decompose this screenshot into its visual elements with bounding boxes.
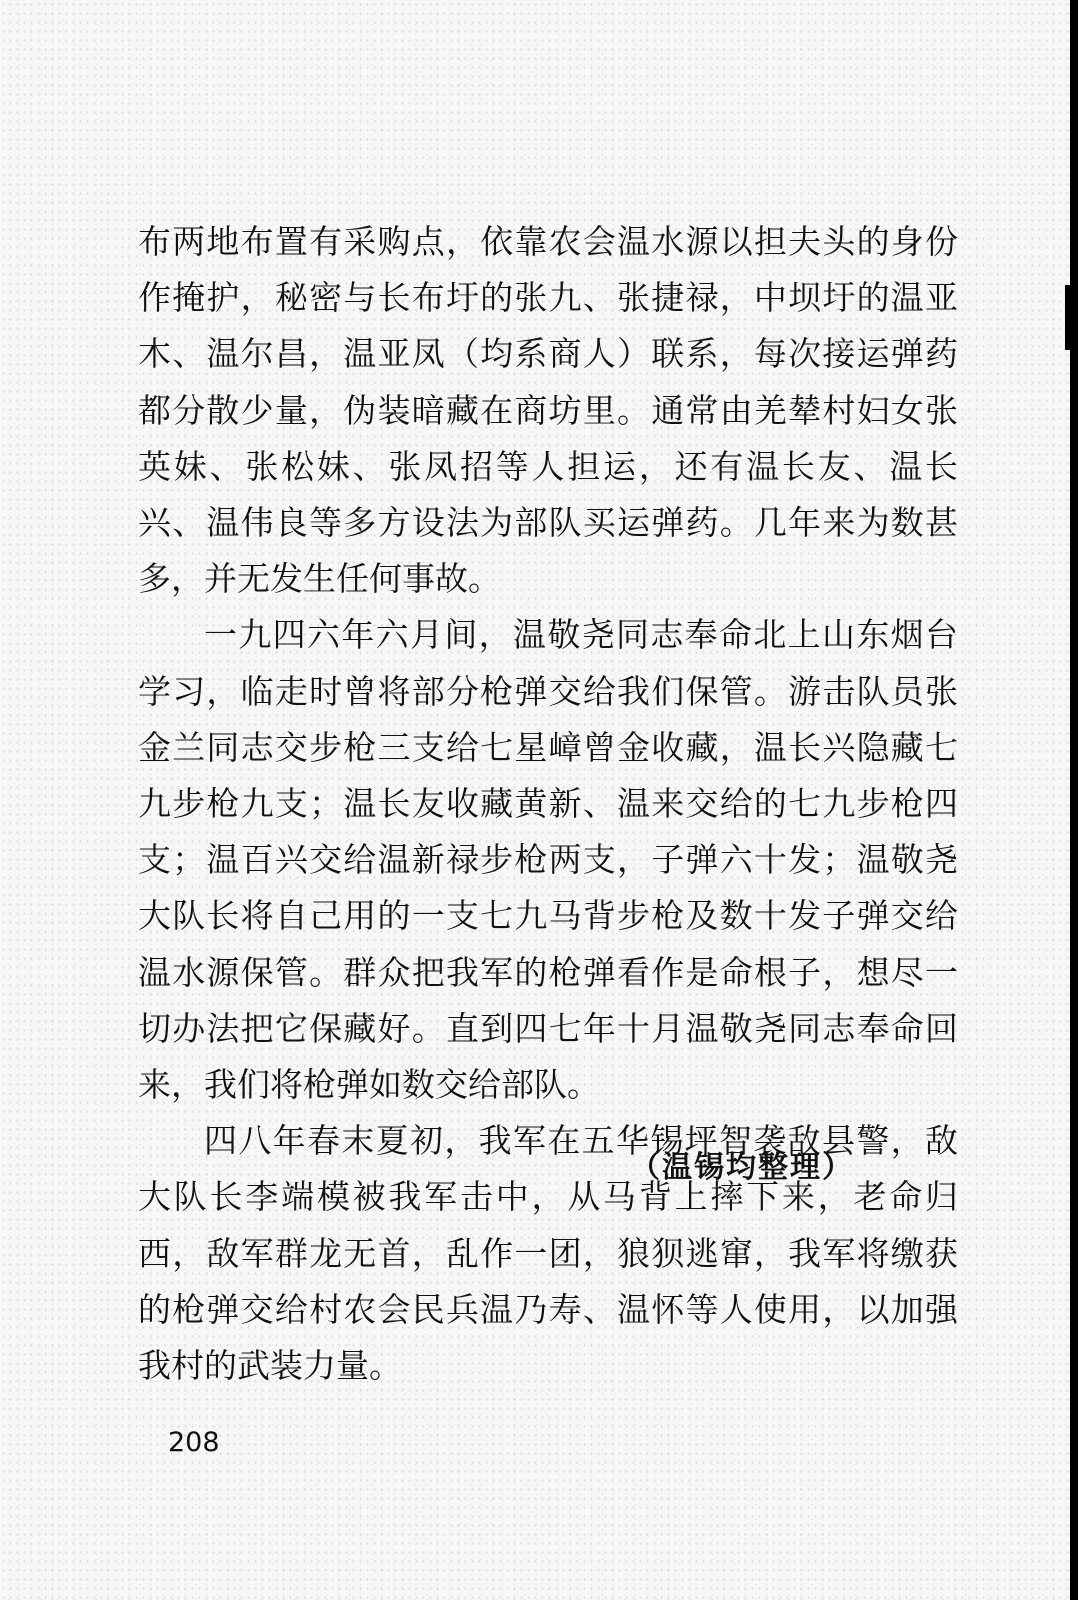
paragraph-1948: 四八年春末夏初，我军在五华锡坪智袭敌县警，敌大队长李端模被我军击中，从马背上摔下来，老命归西，敌军群龙无首，乱作一团，狼狈逃窜，我军将缴获的枪弹交给村农会民兵温乃寿、温怀等人使用，以加强我村的武装力量。 [138, 1121, 958, 1386]
author-signature: （温锡均整理） [630, 1150, 854, 1185]
scan-border [1070, 0, 1078, 1600]
paragraph-1946: 一九四六年六月间，温敬尧同志奉命北上山东烟台学习，临走时曾将部分枪弹交给我们保管。游击队员张金兰同志交步枪三支给七星嶂曾金收藏，温长兴隐藏七九步枪九支；温长友收藏黄新、温来交给的七九步枪四支；温百兴交给温新禄步枪两支，子弹六十发；温敬尧大队长将自己用的一支七九马背步枪及数十发子弹交给温水源保管。群众把我军的枪弹看作是命根子，想尽一切办法把它保藏好。直到四七年十月温敬尧同志奉命回来，我们将枪弹如数交给部队。 [138, 615, 958, 1105]
body-text [138, 214, 958, 1394]
page-number: 208 [168, 1427, 220, 1458]
paragraph-continued: 布两地布置有采购点，依靠农会温水源以担夫头的身份作掩护，秘密与长布圩的张九、张捷禄，中坝圩的温亚木、温尔昌，温亚凤（均系商人）联系，每次接运弹药都分散少量，伪装暗藏在商坊里。通常由羌辇村妇女张英妹、张松妹、张凤招等人担运，还有温长友、温长兴、温伟良等多方设法为部队买运弹药。几年来为数甚多，并无发生任何事故。 [138, 222, 958, 599]
